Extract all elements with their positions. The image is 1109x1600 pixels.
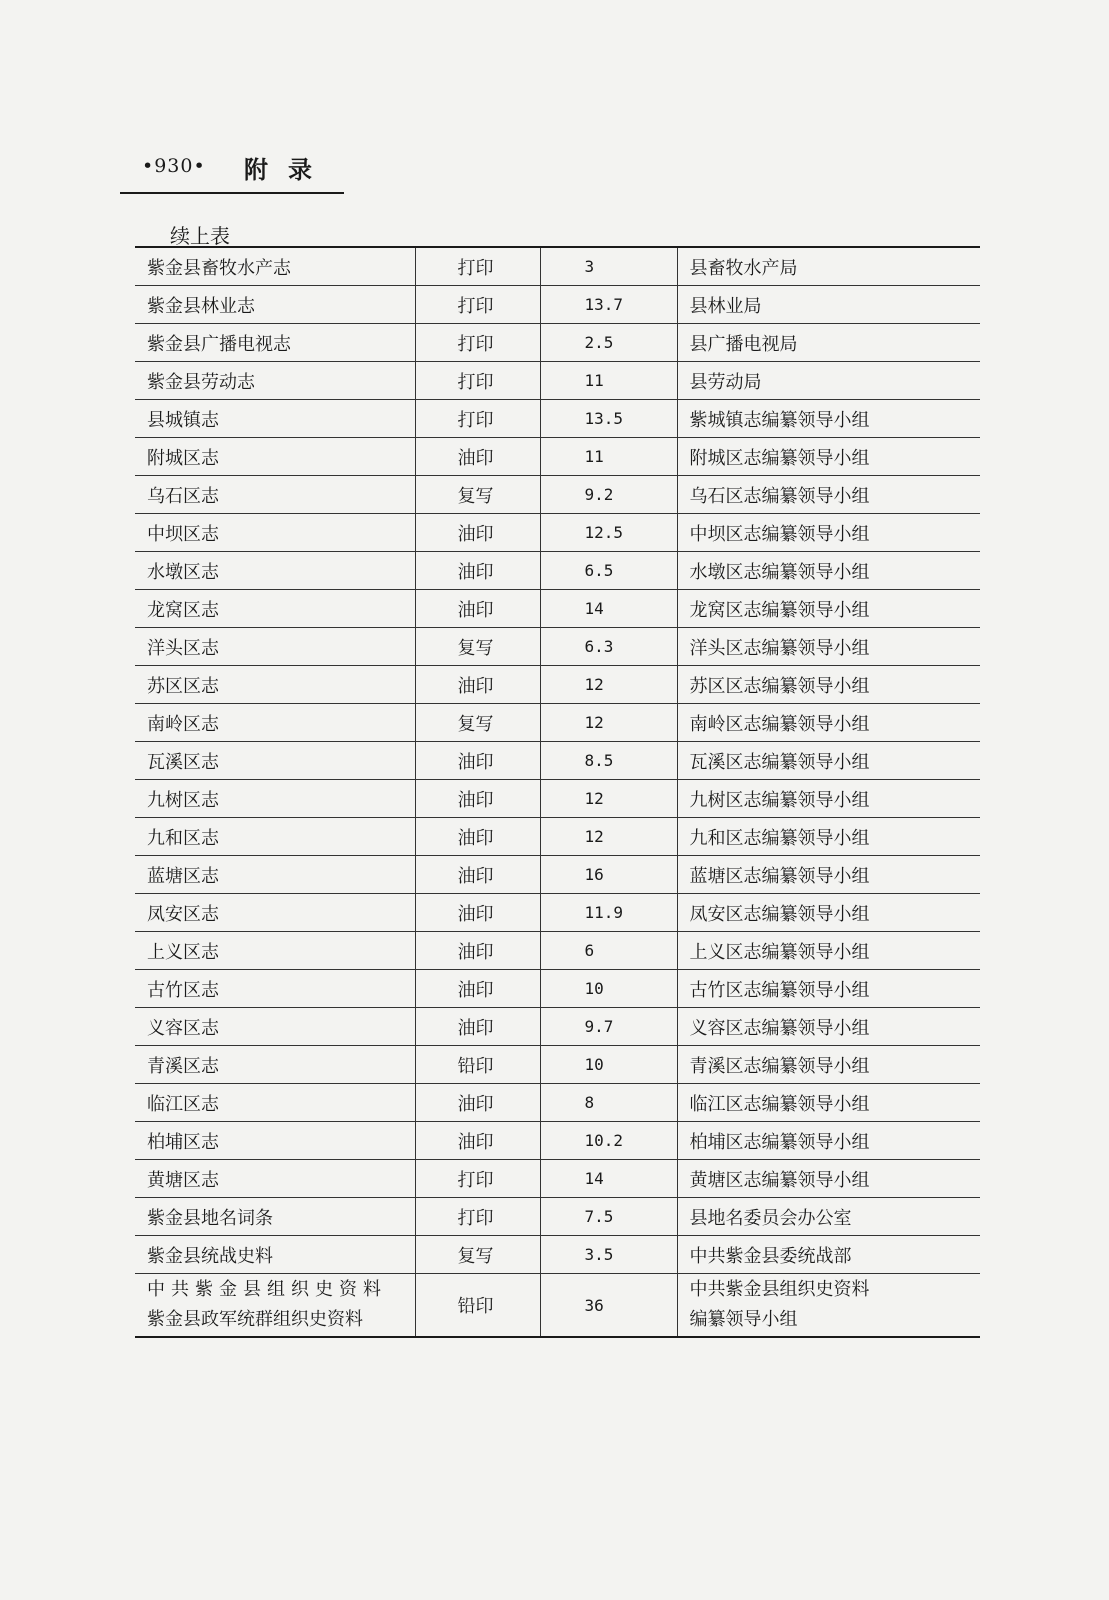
name-cell: 紫金县畜牧水产志: [135, 247, 415, 286]
quantity-cell: 12: [540, 666, 677, 704]
organization-cell: 九和区志编纂领导小组: [677, 818, 980, 856]
organization-cell: 临江区志编纂领导小组: [677, 1084, 980, 1122]
method-cell: 复写: [415, 476, 540, 514]
quantity-cell: 12: [540, 818, 677, 856]
quantity-cell: 13.7: [540, 286, 677, 324]
name-cell: 凤安区志: [135, 894, 415, 932]
table-row: [135, 1236, 980, 1274]
table-row: [135, 476, 980, 514]
table-row: [135, 1198, 980, 1236]
name-cell: 乌石区志: [135, 476, 415, 514]
quantity-cell: 11: [540, 438, 677, 476]
method-cell: 油印: [415, 818, 540, 856]
method-cell: 打印: [415, 400, 540, 438]
quantity-cell: 11: [540, 362, 677, 400]
name-cell: 义容区志: [135, 1008, 415, 1046]
quantity-cell: 7.5: [540, 1198, 677, 1236]
continued-label: 续上表: [170, 224, 230, 248]
method-cell: 打印: [415, 286, 540, 324]
page-header: [120, 148, 344, 194]
method-cell: 打印: [415, 1160, 540, 1198]
organization-cell: 黄塘区志编纂领导小组: [677, 1160, 980, 1198]
method-cell: 油印: [415, 970, 540, 1008]
organization-cell: 附城区志编纂领导小组: [677, 438, 980, 476]
name-cell: 紫金县广播电视志: [135, 324, 415, 362]
organization-cell: 县林业局: [677, 286, 980, 324]
quantity-cell: 16: [540, 856, 677, 894]
method-cell: 铅印: [415, 1046, 540, 1084]
organization-cell: 蓝塘区志编纂领导小组: [677, 856, 980, 894]
method-cell: 油印: [415, 514, 540, 552]
organization-cell: 县劳动局: [677, 362, 980, 400]
quantity-cell: 12: [540, 780, 677, 818]
organization-cell: 瓦溪区志编纂领导小组: [677, 742, 980, 780]
name-cell: [135, 1274, 415, 1338]
name-cell: 中坝区志: [135, 514, 415, 552]
table-row: [135, 704, 980, 742]
table-row: [135, 628, 980, 666]
quantity-cell: 2.5: [540, 324, 677, 362]
name-cell: 龙窝区志: [135, 590, 415, 628]
organization-cell: 南岭区志编纂领导小组: [677, 704, 980, 742]
organization-cell: 水墩区志编纂领导小组: [677, 552, 980, 590]
organization-cell: 苏区区志编纂领导小组: [677, 666, 980, 704]
name-cell: 柏埔区志: [135, 1122, 415, 1160]
method-cell: 复写: [415, 704, 540, 742]
table-row: [135, 666, 980, 704]
table-body: [135, 247, 980, 1337]
table-row-last: [135, 1274, 980, 1338]
quantity-cell: 6: [540, 932, 677, 970]
organization-cell: 龙窝区志编纂领导小组: [677, 590, 980, 628]
name-line-1: 中共紫金县组织史资料: [147, 1279, 387, 1300]
organization-cell: 义容区志编纂领导小组: [677, 1008, 980, 1046]
method-cell: 油印: [415, 932, 540, 970]
name-cell: 黄塘区志: [135, 1160, 415, 1198]
name-cell: 水墩区志: [135, 552, 415, 590]
quantity-cell: 14: [540, 590, 677, 628]
table-row: [135, 1008, 980, 1046]
quantity-cell: 13.5: [540, 400, 677, 438]
records-table: [135, 246, 980, 1338]
method-cell: 油印: [415, 666, 540, 704]
page-number: •930•: [142, 155, 206, 177]
organization-cell: 青溪区志编纂领导小组: [677, 1046, 980, 1084]
name-cell: 瓦溪区志: [135, 742, 415, 780]
quantity-cell: 8: [540, 1084, 677, 1122]
name-cell: 上义区志: [135, 932, 415, 970]
quantity-cell: 10.2: [540, 1122, 677, 1160]
quantity-cell: 36: [540, 1274, 677, 1338]
quantity-cell: 8.5: [540, 742, 677, 780]
method-cell: 油印: [415, 552, 540, 590]
name-cell: 紫金县林业志: [135, 286, 415, 324]
name-cell: 洋头区志: [135, 628, 415, 666]
table-row: [135, 818, 980, 856]
section-title: 附录: [244, 155, 332, 184]
quantity-cell: 11.9: [540, 894, 677, 932]
org-line-1: 中共紫金县组织史资料: [689, 1279, 870, 1300]
table-row: [135, 590, 980, 628]
name-cell: 九树区志: [135, 780, 415, 818]
organization-cell: 县畜牧水产局: [677, 247, 980, 286]
organization-cell: 柏埔区志编纂领导小组: [677, 1122, 980, 1160]
method-cell: 油印: [415, 894, 540, 932]
table-row: [135, 438, 980, 476]
table-row: [135, 1084, 980, 1122]
quantity-cell: 6.3: [540, 628, 677, 666]
name-cell: 紫金县劳动志: [135, 362, 415, 400]
name-cell: 古竹区志: [135, 970, 415, 1008]
quantity-cell: 3.5: [540, 1236, 677, 1274]
organization-cell: 古竹区志编纂领导小组: [677, 970, 980, 1008]
table-row: [135, 362, 980, 400]
method-cell: 油印: [415, 590, 540, 628]
quantity-cell: 10: [540, 970, 677, 1008]
quantity-cell: 3: [540, 247, 677, 286]
table-row: [135, 742, 980, 780]
table-row: [135, 514, 980, 552]
method-cell: 打印: [415, 247, 540, 286]
table-row: [135, 286, 980, 324]
organization-cell: 九树区志编纂领导小组: [677, 780, 980, 818]
method-cell: 打印: [415, 362, 540, 400]
method-cell: 油印: [415, 438, 540, 476]
name-cell: 附城区志: [135, 438, 415, 476]
name-cell: 青溪区志: [135, 1046, 415, 1084]
name-line-2: 紫金县政军统群组织史资料: [147, 1309, 363, 1330]
method-cell: 打印: [415, 324, 540, 362]
org-line-2: 编纂领导小组: [689, 1309, 798, 1330]
method-cell: 油印: [415, 1122, 540, 1160]
table-row: [135, 324, 980, 362]
table-row: [135, 400, 980, 438]
name-cell: 九和区志: [135, 818, 415, 856]
quantity-cell: 10: [540, 1046, 677, 1084]
organization-cell: 凤安区志编纂领导小组: [677, 894, 980, 932]
organization-cell: 中坝区志编纂领导小组: [677, 514, 980, 552]
organization-cell: 上义区志编纂领导小组: [677, 932, 980, 970]
organization-cell: 乌石区志编纂领导小组: [677, 476, 980, 514]
method-cell: 油印: [415, 1084, 540, 1122]
table-row: [135, 1160, 980, 1198]
quantity-cell: 9.7: [540, 1008, 677, 1046]
organization-cell: 中共紫金县委统战部: [677, 1236, 980, 1274]
name-cell: 临江区志: [135, 1084, 415, 1122]
table-row: [135, 552, 980, 590]
organization-cell: [677, 1274, 980, 1338]
table-row: [135, 247, 980, 286]
organization-cell: 县广播电视局: [677, 324, 980, 362]
method-cell: 油印: [415, 856, 540, 894]
method-cell: 油印: [415, 1008, 540, 1046]
method-cell: 复写: [415, 628, 540, 666]
name-cell: 蓝塘区志: [135, 856, 415, 894]
table-row: [135, 970, 980, 1008]
quantity-cell: 9.2: [540, 476, 677, 514]
table-row: [135, 780, 980, 818]
method-cell: 油印: [415, 780, 540, 818]
quantity-cell: 6.5: [540, 552, 677, 590]
organization-cell: 紫城镇志编纂领导小组: [677, 400, 980, 438]
name-cell: 紫金县地名词条: [135, 1198, 415, 1236]
table-row: [135, 932, 980, 970]
method-cell: 复写: [415, 1236, 540, 1274]
table-row: [135, 856, 980, 894]
quantity-cell: 12.5: [540, 514, 677, 552]
name-cell: 苏区区志: [135, 666, 415, 704]
method-cell: 打印: [415, 1198, 540, 1236]
method-cell: 铅印: [415, 1274, 540, 1338]
quantity-cell: 12: [540, 704, 677, 742]
name-cell: 紫金县统战史料: [135, 1236, 415, 1274]
table-row: [135, 894, 980, 932]
organization-cell: 洋头区志编纂领导小组: [677, 628, 980, 666]
method-cell: 油印: [415, 742, 540, 780]
table-row: [135, 1046, 980, 1084]
table-row: [135, 1122, 980, 1160]
organization-cell: 县地名委员会办公室: [677, 1198, 980, 1236]
name-cell: 南岭区志: [135, 704, 415, 742]
name-cell: 县城镇志: [135, 400, 415, 438]
quantity-cell: 14: [540, 1160, 677, 1198]
